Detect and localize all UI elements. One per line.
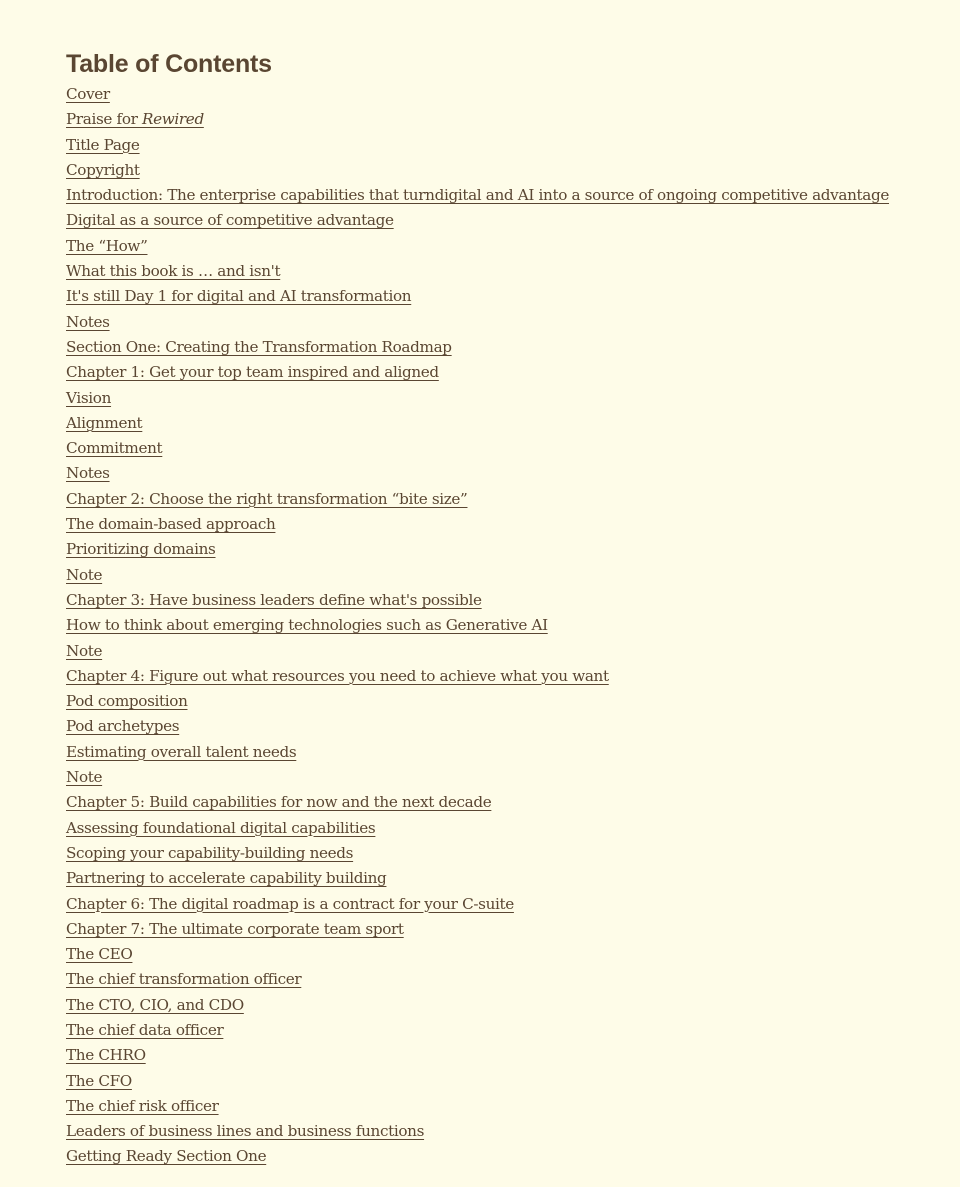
- toc-link[interactable]: [66, 743, 296, 761]
- toc-item: [66, 537, 920, 562]
- toc-link[interactable]: [66, 616, 548, 634]
- toc-item: [66, 816, 920, 841]
- toc-item: [66, 841, 920, 866]
- toc-link[interactable]: [66, 136, 140, 154]
- toc-link[interactable]: [66, 844, 353, 862]
- toc-link[interactable]: [66, 1046, 146, 1064]
- toc-link[interactable]: [66, 1097, 219, 1115]
- toc-link-title-italic: Rewired: [142, 110, 204, 129]
- toc-item: [66, 588, 920, 613]
- toc-link-label: Digital as a source of competitive advantage: [66, 211, 394, 230]
- toc-link[interactable]: [66, 313, 110, 331]
- toc-item: [66, 1069, 920, 1094]
- toc-item: [66, 1119, 920, 1144]
- toc-link-label: Leaders of business lines and business functions: [66, 1122, 425, 1141]
- toc-link-label: Alignment: [66, 413, 143, 432]
- toc-link[interactable]: [66, 642, 102, 660]
- toc-link-label: The chief risk officer: [66, 1096, 219, 1115]
- toc-list: [66, 82, 920, 1170]
- toc-item: [66, 461, 920, 486]
- toc-link-label: Getting Ready Section One: [66, 1147, 267, 1166]
- toc-link[interactable]: [66, 566, 102, 584]
- toc-link[interactable]: [66, 439, 162, 457]
- toc-item: [66, 740, 920, 765]
- toc-item: [66, 563, 920, 588]
- toc-link-label: Commitment: [66, 439, 163, 458]
- toc-link[interactable]: [66, 717, 179, 735]
- toc-link-label: Note: [66, 565, 103, 584]
- toc-link-label: It's still Day 1 for digital and AI transformation: [66, 287, 412, 306]
- toc-link[interactable]: [66, 793, 491, 811]
- toc-item: [66, 993, 920, 1018]
- toc-link[interactable]: [66, 1021, 223, 1039]
- toc-link-label: Scoping your capability-building needs: [66, 843, 354, 862]
- toc-item: [66, 967, 920, 992]
- toc-link[interactable]: [66, 768, 102, 786]
- toc-link-label: Note: [66, 641, 103, 660]
- toc-link[interactable]: [66, 110, 204, 128]
- toc-link-label: Prioritizing domains: [66, 540, 216, 559]
- toc-item: [66, 310, 920, 335]
- toc-item: [66, 107, 920, 132]
- toc-link-label: The chief transformation officer: [66, 970, 302, 989]
- toc-item: [66, 1094, 920, 1119]
- toc-item: [66, 1144, 920, 1169]
- toc-link-label: The CTO, CIO, and CDO: [66, 995, 244, 1014]
- toc-item: [66, 942, 920, 967]
- toc-link[interactable]: [66, 970, 301, 988]
- toc-link[interactable]: [66, 490, 467, 508]
- toc-link[interactable]: [66, 692, 188, 710]
- toc-link-label: Notes: [66, 464, 110, 483]
- toc-link-label: Chapter 6: The digital roadmap is a contract for your C-suite: [66, 894, 514, 913]
- toc-link[interactable]: [66, 591, 482, 609]
- toc-item: [66, 790, 920, 815]
- toc-link-label: Chapter 5: Build capabilities for now and the next decade: [66, 793, 492, 812]
- toc-item: [66, 892, 920, 917]
- toc-item: [66, 158, 920, 183]
- toc-item: [66, 1018, 920, 1043]
- toc-link-label: The CHRO: [66, 1046, 146, 1065]
- toc-link-label: The CEO: [66, 945, 133, 964]
- toc-item: [66, 360, 920, 385]
- toc-link[interactable]: [66, 237, 148, 255]
- table-of-contents: [66, 48, 920, 1170]
- toc-item: [66, 335, 920, 360]
- toc-item: [66, 436, 920, 461]
- toc-link-label: Title Page: [66, 135, 140, 154]
- toc-link[interactable]: [66, 667, 609, 685]
- toc-link[interactable]: [66, 1122, 424, 1140]
- toc-link[interactable]: [66, 389, 111, 407]
- toc-item: [66, 866, 920, 891]
- toc-link-label: How to think about emerging technologies such as Generative AI: [66, 616, 548, 635]
- toc-item: [66, 411, 920, 436]
- toc-link-label: Chapter 7: The ultimate corporate team sport: [66, 919, 404, 938]
- toc-link[interactable]: [66, 895, 514, 913]
- toc-link-label: Praise for: [66, 110, 143, 129]
- toc-link[interactable]: [66, 1147, 266, 1165]
- toc-link-label: Copyright: [66, 160, 140, 179]
- toc-link[interactable]: [66, 819, 375, 837]
- toc-link[interactable]: [66, 211, 394, 229]
- toc-item: [66, 1043, 920, 1068]
- toc-link-label: Chapter 3: Have business leaders define what's possible: [66, 590, 482, 609]
- toc-item: [66, 765, 920, 790]
- toc-link-label: Vision: [66, 388, 112, 407]
- toc-link[interactable]: [66, 414, 142, 432]
- toc-link[interactable]: [66, 1072, 132, 1090]
- toc-link[interactable]: [66, 920, 404, 938]
- toc-link[interactable]: [66, 996, 244, 1014]
- toc-item: [66, 82, 920, 107]
- toc-link-label: Introduction: The enterprise capabilities that turndigital and AI into a source of ongoing competitive advantage: [66, 186, 890, 205]
- toc-link-label: Cover: [66, 85, 110, 103]
- toc-item: [66, 613, 920, 638]
- toc-link[interactable]: [66, 540, 216, 558]
- toc-item: [66, 512, 920, 537]
- toc-link-label: Pod composition: [66, 692, 188, 711]
- toc-link[interactable]: [66, 338, 452, 356]
- toc-link-label: The domain-based approach: [66, 515, 276, 534]
- toc-link[interactable]: [66, 869, 386, 887]
- toc-link-label: The “How”: [66, 236, 148, 255]
- toc-item: [66, 284, 920, 309]
- toc-item: [66, 639, 920, 664]
- toc-link-label: Pod archetypes: [66, 717, 180, 736]
- toc-link-label: Estimating overall talent needs: [66, 742, 297, 761]
- toc-item: [66, 664, 920, 689]
- toc-link-label: Note: [66, 768, 103, 787]
- toc-link-label: Section One: Creating the Transformation Roadmap: [66, 337, 452, 356]
- toc-link-label: Partnering to accelerate capability building: [66, 869, 387, 888]
- toc-link[interactable]: [66, 945, 132, 963]
- toc-link[interactable]: [66, 85, 110, 103]
- toc-link[interactable]: [66, 363, 439, 381]
- toc-link[interactable]: [66, 464, 110, 482]
- toc-heading: Table of Contents: [66, 50, 272, 78]
- toc-item: [66, 208, 920, 233]
- toc-link-label: Notes: [66, 312, 110, 331]
- toc-link[interactable]: [66, 287, 411, 305]
- toc-item: [66, 133, 920, 158]
- toc-item: [66, 714, 920, 739]
- toc-link-label: The chief data officer: [66, 1020, 224, 1039]
- toc-item: [66, 234, 920, 259]
- toc-item: [66, 259, 920, 284]
- toc-link-label: Assessing foundational digital capabilities: [66, 818, 376, 837]
- toc-link-label: The CFO: [66, 1071, 132, 1090]
- toc-item: [66, 487, 920, 512]
- toc-link-label: Chapter 4: Figure out what resources you need to achieve what you want: [66, 666, 609, 685]
- toc-link-label: What this book is … and isn't: [66, 262, 281, 281]
- toc-link[interactable]: [66, 186, 889, 204]
- toc-item: [66, 689, 920, 714]
- toc-item: [66, 183, 920, 208]
- toc-item: [66, 917, 920, 942]
- toc-link-label: Chapter 1: Get your top team inspired and aligned: [66, 363, 439, 382]
- toc-link-label: Chapter 2: Choose the right transformation “bite size”: [66, 489, 468, 508]
- toc-link[interactable]: [66, 515, 275, 533]
- toc-link[interactable]: [66, 161, 140, 179]
- toc-link[interactable]: [66, 262, 280, 280]
- toc-item: [66, 386, 920, 411]
